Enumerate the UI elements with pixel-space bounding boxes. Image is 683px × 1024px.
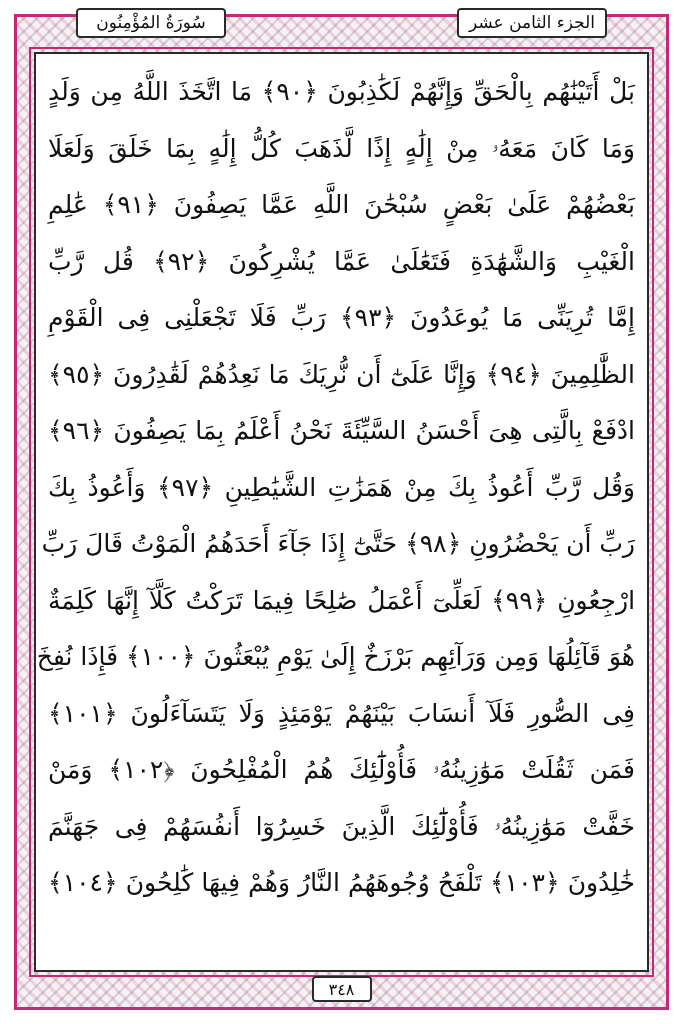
text-line-3: بَعْضُهُمْ عَلَىٰ بَعْضٍ سُبْحَٰنَ اللَّهِ عَمَّا يَصِفُونَ ﴿٩١﴾ عَٰلِمِ (48, 190, 635, 219)
surah-name-label: سُورَةُ المُؤْمِنُون (76, 8, 226, 38)
page-number: ٣٤٨ (312, 976, 372, 1002)
juz-label: الجزء الثامن عشر (457, 8, 607, 38)
text-line-11: هُوَ قَآئِلُهَا وَمِن وَرَآئِهِم بَرْزَخٌ إِلَىٰ يَوْمِ يُبْعَثُونَ ﴿١٠٠﴾ فَإِذَا نُفِخَ (36, 642, 635, 671)
text-line-4: الْغَيْبِ وَالشَّهَٰدَةِ فَتَعَٰلَىٰ عَمَّا يُشْرِكُونَ ﴿٩٢﴾ قُل رَّبِّ (48, 246, 635, 276)
text-line-12: فِى الصُّورِ فَلَآ أَنسَابَ بَيْنَهُمْ يَوْمَئِذٍ وَلَا يَتَسَآءَلُونَ ﴿١٠١﴾ (48, 698, 635, 728)
text-line-7: ادْفَعْ بِالَّتِى هِىَ أَحْسَنُ السَّيِّئَةَ نَحْنُ أَعْلَمُ بِمَا يَصِفُونَ ﴿٩٦﴾ (48, 416, 635, 445)
text-line-13: فَمَن ثَقُلَتْ مَوَٰزِينُهُۥ فَأُوْلَٰٓئِكَ هُمُ الْمُفْلِحُونَ ﴿١٠٢﴾ وَمَنْ (48, 755, 636, 784)
text-line-5: إِمَّا تُرِيَنِّى مَا يُوعَدُونَ ﴿٩٣﴾ رَبِّ فَلَا تَجْعَلْنِى فِى الْقَوْمِ (48, 303, 635, 332)
text-line-8: وَقُل رَّبِّ أَعُوذُ بِكَ مِنْ هَمَزَٰتِ الشَّيَٰطِينِ ﴿٩٧﴾ وَأَعُوذُ بِكَ (48, 472, 635, 502)
text-line-6: الظَّٰلِمِينَ ﴿٩٤﴾ وَإِنَّا عَلَىٰٓ أَن نُّرِيَكَ مَا نَعِدُهُمْ لَقَٰدِرُونَ ﴿٩٥﴾ (48, 359, 635, 389)
text-line-2: وَمَا كَانَ مَعَهُۥ مِنْ إِلَٰهٍ إِذًا لَّذَهَبَ كُلُّ إِلَٰهٍ بِمَا خَلَقَ وَلَعَلَا (48, 133, 635, 163)
quran-text-block (36, 64, 636, 912)
text-line-10: ارْجِعُونِ ﴿٩٩﴾ لَعَلِّىٓ أَعْمَلُ صَٰلِحًا فِيمَا تَرَكْتُ كَلَّآ إِنَّهَا كَلِمَةٌ (48, 585, 636, 615)
text-line-14: خَفَّتْ مَوَٰزِينُهُۥ فَأُوْلَٰٓئِكَ الَّذِينَ خَسِرُوٓا أَنفُسَهُمْ فِى جَهَنَّمَ (48, 811, 635, 841)
text-line-9: رَبِّ أَن يَحْضُرُونِ ﴿٩٨﴾ حَتَّىٰٓ إِذَا جَآءَ أَحَدَهُمُ الْمَوْتُ قَالَ رَبِّ (41, 529, 635, 558)
text-line-1: بَلْ أَتَيْنَٰهُم بِالْحَقِّ وَإِنَّهُمْ لَكَٰذِبُونَ ﴿٩٠﴾ مَا اتَّخَذَ اللَّهُ مِن وَلَدٍ (48, 77, 635, 106)
text-line-15: خَٰلِدُونَ ﴿١٠٣﴾ تَلْفَحُ وُجُوهَهُمُ النَّارُ وَهُمْ فِيهَا كَٰلِحُونَ ﴿١٠٤﴾ (48, 868, 635, 897)
